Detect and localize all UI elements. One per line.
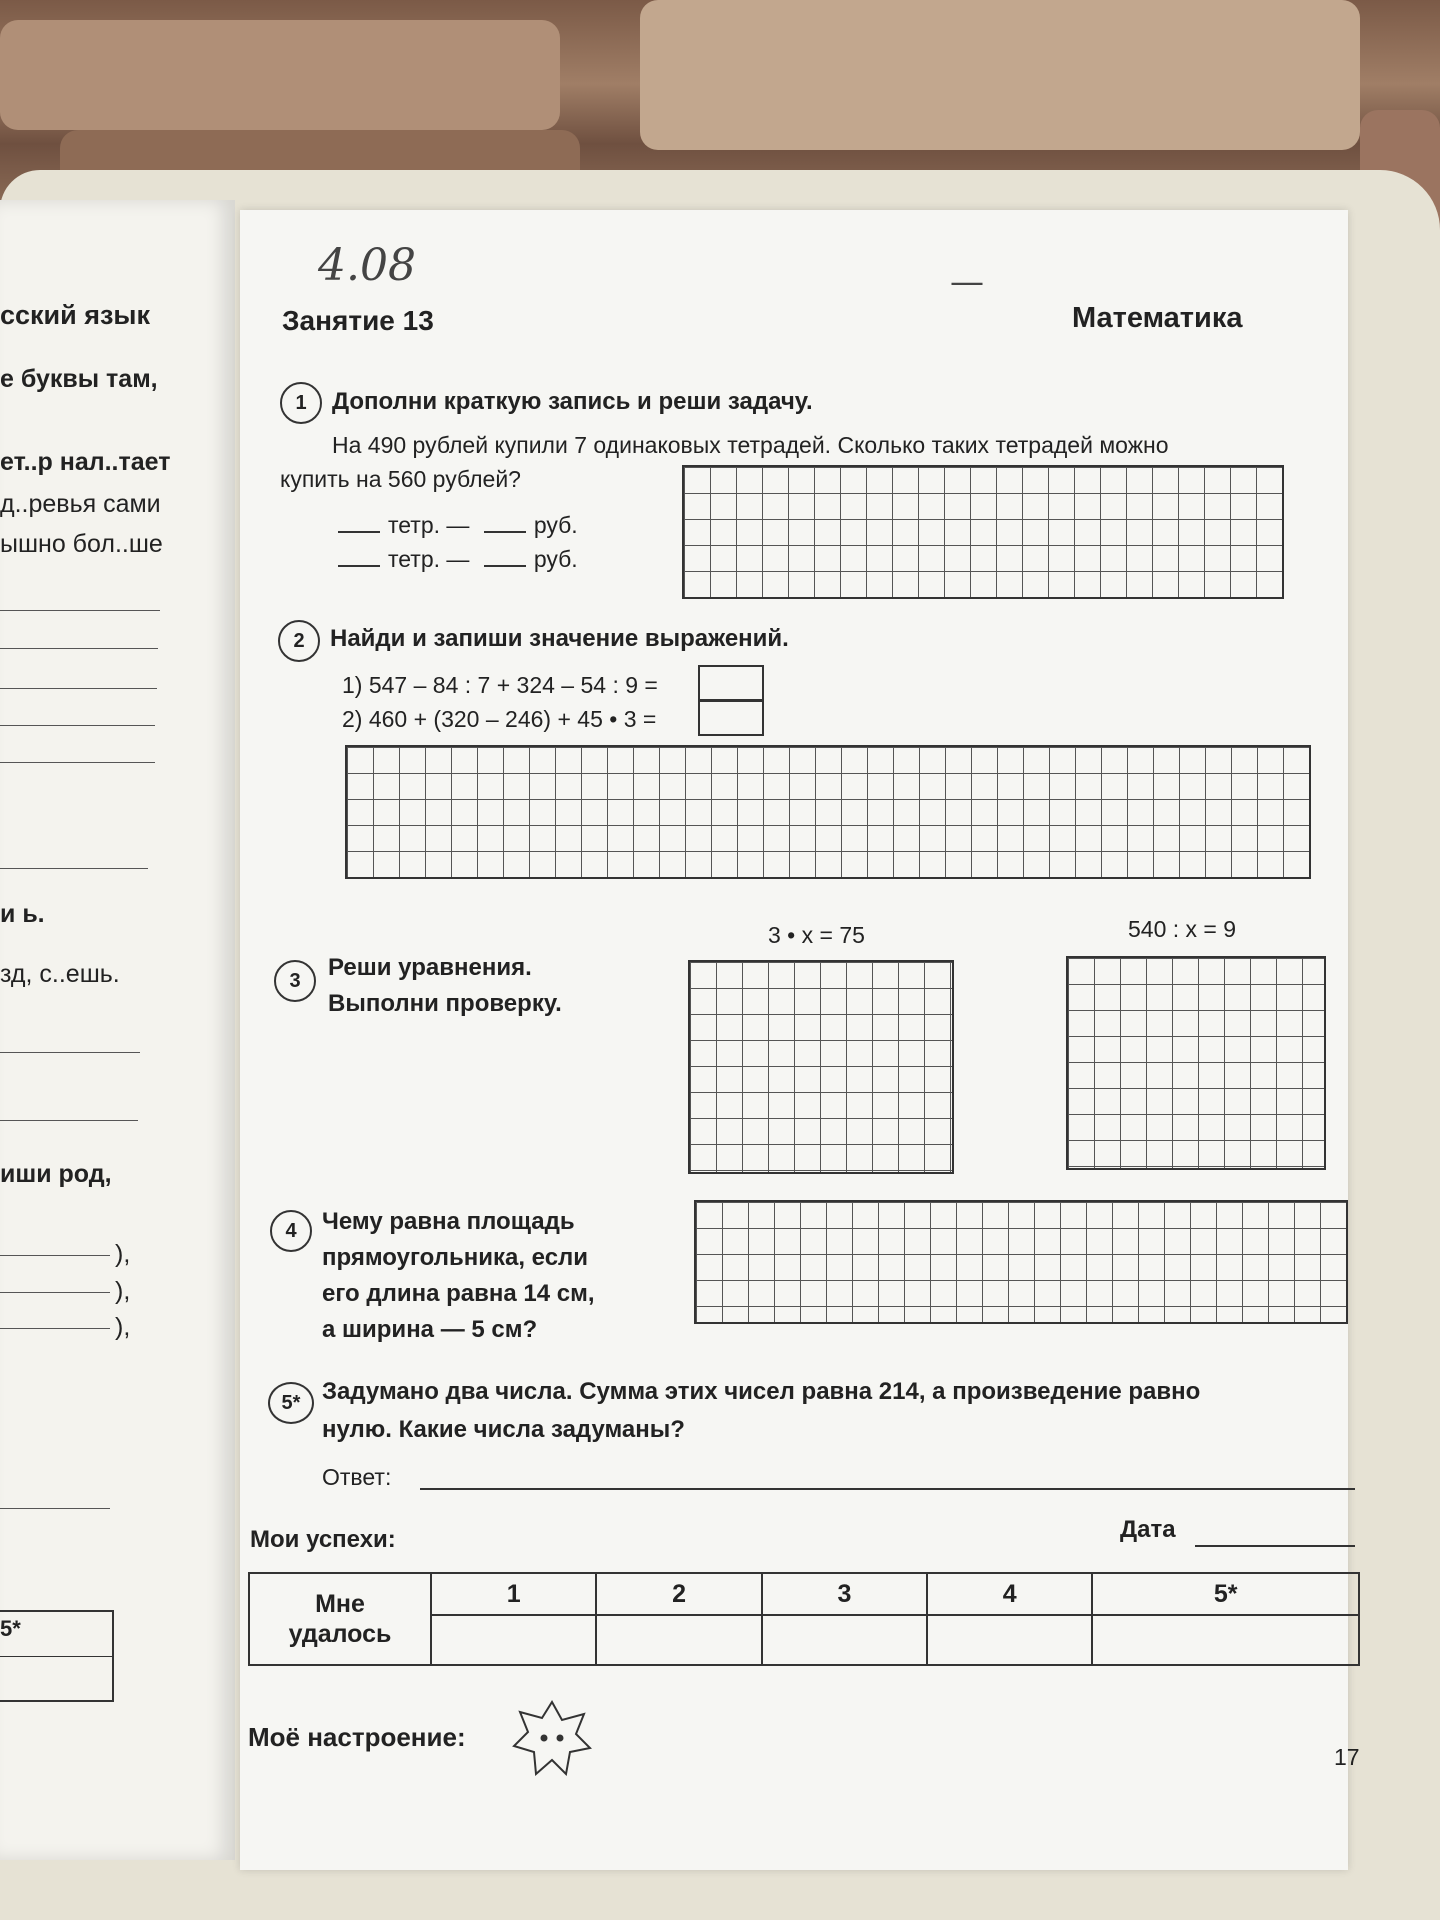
task5-text: Задумано два числа. Сумма этих чисел равна 214, а произведение равно — [322, 1378, 1201, 1405]
subject-title: Математика — [1072, 302, 1243, 334]
grid-equation-2[interactable] — [1066, 956, 1326, 1170]
left-page-line — [0, 648, 158, 649]
stone — [0, 20, 560, 130]
table-cell[interactable] — [431, 1615, 596, 1665]
short-record-row: тетр. — руб. — [338, 512, 578, 539]
successes-label: Мои успехи: — [250, 1526, 396, 1553]
left-page-line — [0, 1255, 110, 1256]
left-page-subject: сский язык — [0, 300, 150, 330]
answer-label: Ответ: — [322, 1464, 392, 1490]
left-page-text: е буквы там, — [0, 365, 158, 393]
left-page-text: иши род, — [0, 1160, 112, 1188]
task4-text: его длина равна 14 см, — [322, 1280, 595, 1307]
task5-text: нулю. Какие числа задуманы? — [322, 1416, 685, 1443]
grid-equation-1[interactable] — [688, 960, 954, 1174]
table-cell[interactable] — [762, 1615, 927, 1665]
left-page-text: ет..р нал..тает — [0, 448, 171, 476]
left-page-text: ), — [115, 1277, 131, 1305]
blank-field[interactable] — [338, 531, 380, 533]
task1-text: На 490 рублей купили 7 одинаковых тетрадей. Сколько таких тетрадей можно — [332, 432, 1169, 458]
answer-box-1[interactable] — [698, 665, 764, 701]
equation-2: 540 : x = 9 — [1128, 916, 1237, 942]
blank-field[interactable] — [338, 565, 380, 567]
table-cell[interactable] — [1092, 1615, 1359, 1665]
stone — [640, 0, 1360, 150]
left-page-text: ), — [115, 1240, 131, 1268]
grid-task2[interactable] — [345, 745, 1311, 879]
left-page-text: и ь. — [0, 900, 45, 928]
left-page — [0, 200, 235, 1860]
expression-1: 1) 547 – 84 : 7 + 324 – 54 : 9 = — [342, 672, 658, 698]
task2-title: Найди и запиши значение выражений. — [330, 625, 789, 652]
grid-task4[interactable] — [694, 1200, 1348, 1324]
handwritten-date: 4.08 — [318, 240, 416, 291]
left-page-line — [0, 610, 160, 611]
table-cell[interactable] — [927, 1615, 1092, 1665]
mood-face-icon[interactable] — [512, 1700, 592, 1776]
task3-title: Реши уравнения. — [328, 954, 532, 981]
table-header-cell: 4 — [927, 1573, 1092, 1615]
task1-title: Дополни краткую запись и реши задачу. — [332, 388, 813, 415]
table-header-cell: 2 — [596, 1573, 761, 1615]
short-record-row: тетр. — руб. — [338, 546, 578, 573]
left-page-text: зд, с..ешь. — [0, 960, 120, 988]
expression-2: 2) 460 + (320 – 246) + 45 • 3 = — [342, 706, 657, 732]
left-page-line — [0, 762, 155, 763]
task-number-badge: 4 — [270, 1210, 312, 1252]
table-cell[interactable] — [596, 1615, 761, 1665]
left-page-line — [0, 1120, 138, 1121]
left-page-line — [0, 725, 155, 726]
blank-field[interactable] — [484, 531, 526, 533]
table-header-cell: 1 — [431, 1573, 596, 1615]
left-page-line — [0, 1328, 110, 1329]
mood-label: Моё настроение: — [248, 1722, 466, 1752]
task-number-badge: 3 — [274, 960, 316, 1002]
left-page-text: д..ревья сами — [0, 490, 161, 518]
date-line[interactable] — [1195, 1545, 1355, 1547]
answer-box-2[interactable] — [698, 700, 764, 736]
table-header-cell: 5* — [1092, 1573, 1359, 1615]
task3-title: Выполни проверку. — [328, 990, 562, 1017]
task1-text: купить на 560 рублей? — [280, 466, 521, 492]
task-number-badge: 1 — [280, 382, 322, 424]
handwritten-mark: — — [950, 262, 984, 302]
task-number-badge: 2 — [278, 620, 320, 662]
worksheet-page — [240, 210, 1360, 1870]
answer-line[interactable] — [420, 1488, 1355, 1490]
left-page-line — [0, 1292, 110, 1293]
left-page-line — [0, 1052, 140, 1053]
task4-text: а ширина — 5 см? — [322, 1316, 538, 1343]
date-label: Дата — [1120, 1516, 1176, 1543]
lesson-title: Занятие 13 — [282, 305, 434, 336]
successes-table — [248, 1572, 1360, 1666]
task4-text: Чему равна площадь — [322, 1208, 575, 1235]
left-page-text: ), — [115, 1313, 131, 1341]
grid-task1[interactable] — [682, 465, 1284, 599]
task4-text: прямоугольника, если — [322, 1244, 589, 1271]
left-page-table: 5* — [0, 1610, 114, 1702]
equation-1: 3 • x = 75 — [768, 922, 865, 948]
table-row-label: Мне удалось — [249, 1573, 431, 1665]
blank-field[interactable] — [484, 565, 526, 567]
table-header-cell: 3 — [762, 1573, 927, 1615]
page-number: 17 — [1334, 1744, 1360, 1770]
left-page-line — [0, 1508, 110, 1509]
left-page-line — [0, 688, 157, 689]
task-number-badge: 5* — [268, 1382, 314, 1424]
left-page-text: ышно бол..ше — [0, 530, 163, 558]
left-page-line — [0, 868, 148, 869]
